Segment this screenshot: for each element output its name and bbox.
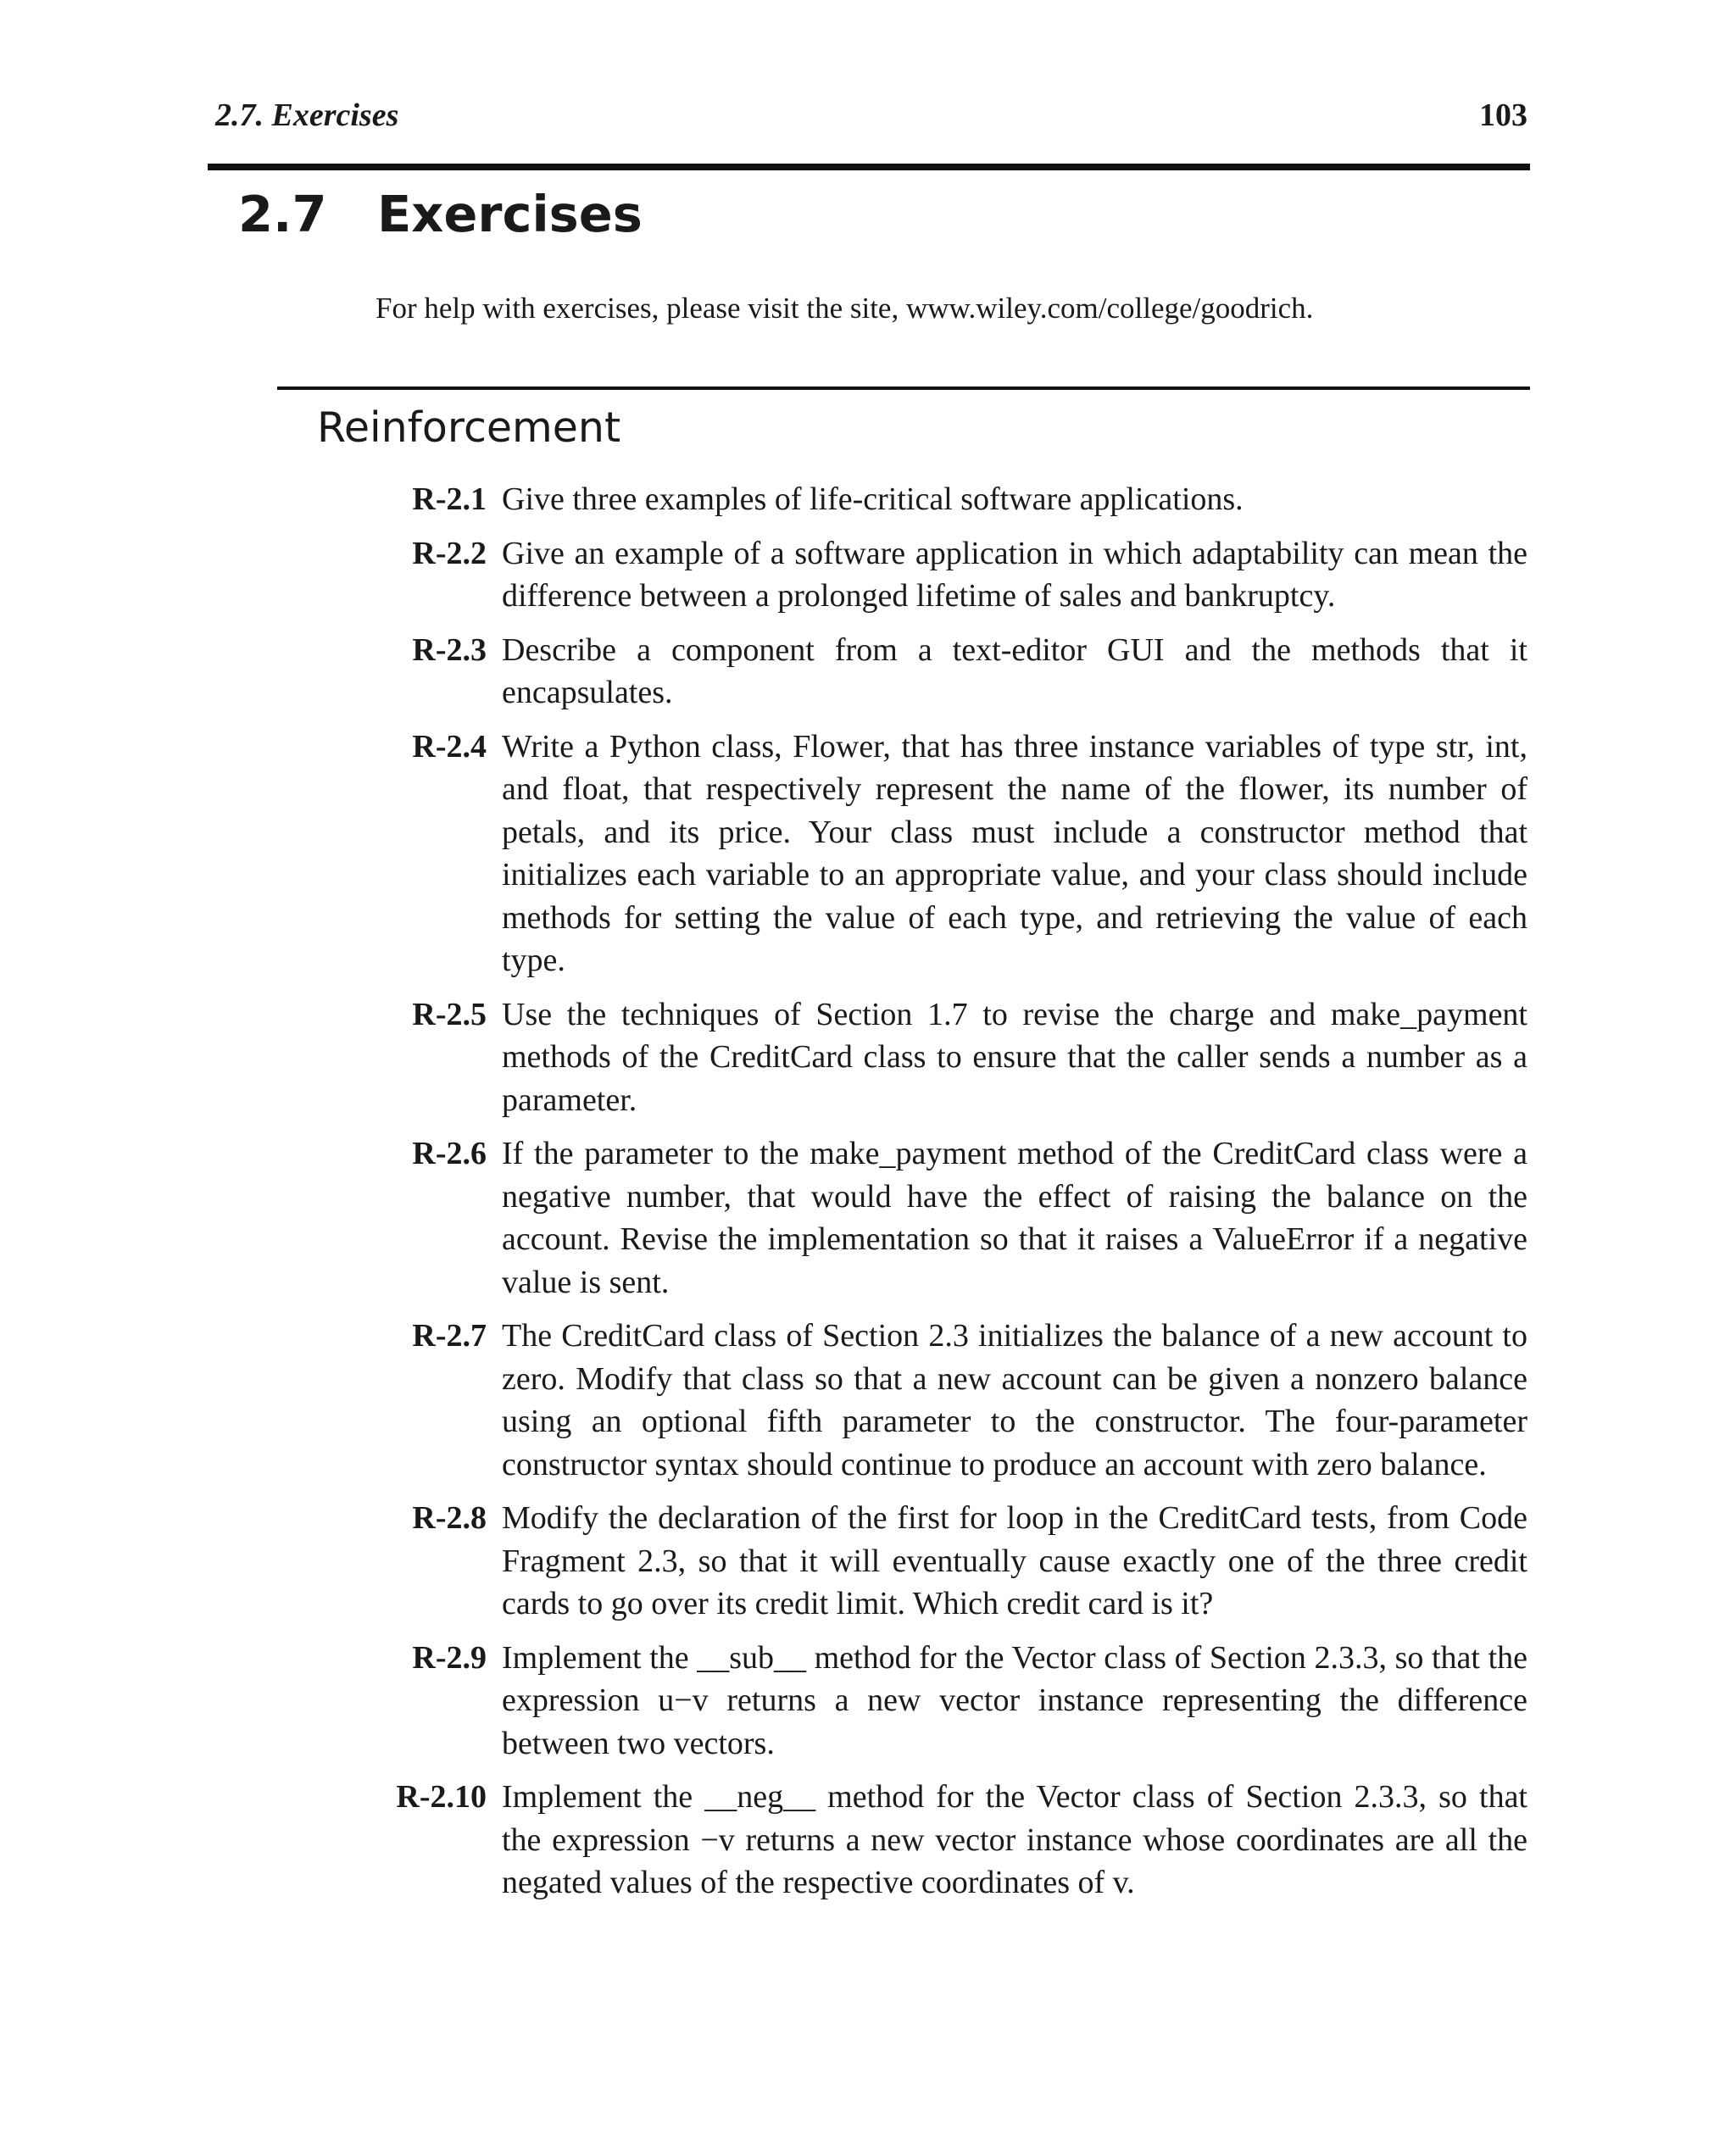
exercise-text: Describe a component from a text-editor GUI and the methods that it encapsulates. xyxy=(502,631,1527,710)
exercise-item xyxy=(364,629,1527,715)
exercise-text: Give three examples of life-critical software applications. xyxy=(502,481,1244,517)
exercise-label: R-2.3 xyxy=(412,631,487,668)
section-heading xyxy=(238,185,643,243)
exercise-text: Write a Python class, Flower, that has three instance variables of type str, int, and float, that respectively represent the name of the flower, its number of petals, and its price. Your class must include a constructor method that initializes each variable to an appropriate value, and your class should include methods for setting the value of each type, and retrieving the value of each type. xyxy=(502,728,1527,978)
section-title: Exercises xyxy=(377,185,643,243)
section-number: 2.7 xyxy=(238,185,327,243)
page-number: 103 xyxy=(1479,97,1527,133)
exercise-item xyxy=(364,993,1527,1122)
exercise-item xyxy=(364,532,1527,618)
exercise-item xyxy=(364,1776,1527,1905)
exercise-label: R-2.5 xyxy=(412,996,487,1032)
running-head xyxy=(215,97,1527,147)
exercise-item xyxy=(364,478,1527,521)
exercise-item xyxy=(364,1132,1527,1304)
exercise-label: R-2.4 xyxy=(412,728,487,765)
exercise-text: Use the techniques of Section 1.7 to revise the charge and make_payment methods of the CreditCard class to ensure that the caller sends a number as a parameter. xyxy=(502,996,1527,1118)
header-rule xyxy=(208,164,1530,170)
exercise-item xyxy=(364,1497,1527,1626)
exercise-text: Give an example of a software application in which adaptability can mean the difference between a prolonged lifetime of sales and bankruptcy. xyxy=(502,535,1527,614)
exercise-list xyxy=(364,478,1527,1916)
exercise-label: R-2.1 xyxy=(412,481,487,517)
exercise-item xyxy=(364,1637,1527,1766)
subsection-title: Reinforcement xyxy=(317,403,621,452)
exercise-item xyxy=(364,726,1527,982)
exercise-label: R-2.9 xyxy=(412,1639,487,1676)
exercise-text: Implement the __neg__ method for the Vector class of Section 2.3.3, so that the expression −v returns a new vector instance whose coordinates are all the negated values of the respective coordinates of v. xyxy=(502,1779,1527,1900)
exercise-label: R-2.8 xyxy=(412,1500,487,1536)
exercise-text: Modify the declaration of the first for loop in the CreditCard tests, from Code Fragment 2.3, so that it will eventually cause exactly one of the three credit cards to go over its credit limit. Which credit card is it? xyxy=(502,1500,1527,1621)
exercise-label: R-2.2 xyxy=(412,535,487,571)
help-note: For help with exercises, please visit the site, www.wiley.com/college/goodrich. xyxy=(376,292,1314,325)
exercise-text: Implement the __sub__ method for the Vector class of Section 2.3.3, so that the expression u−v returns a new vector instance representing the difference between two vectors. xyxy=(502,1639,1527,1761)
exercise-text: The CreditCard class of Section 2.3 initializes the balance of a new account to zero. Modify that class so that a new account can be given a nonzero balance using an optional fifth parameter to the constructor. The four-parameter constructor syntax should continue to produce an account with zero balance. xyxy=(502,1318,1527,1482)
exercise-label: R-2.10 xyxy=(396,1779,487,1815)
exercise-item xyxy=(364,1315,1527,1486)
subsection-rule xyxy=(277,386,1530,390)
exercise-text: If the parameter to the make_payment method of the CreditCard class were a negative number, that would have the effect of raising the balance on the account. Revise the implementation so that it raises a ValueError if a negative value is sent. xyxy=(502,1136,1527,1300)
exercise-label: R-2.6 xyxy=(412,1136,487,1171)
exercise-label: R-2.7 xyxy=(412,1318,487,1354)
running-title: 2.7. Exercises xyxy=(215,97,399,133)
